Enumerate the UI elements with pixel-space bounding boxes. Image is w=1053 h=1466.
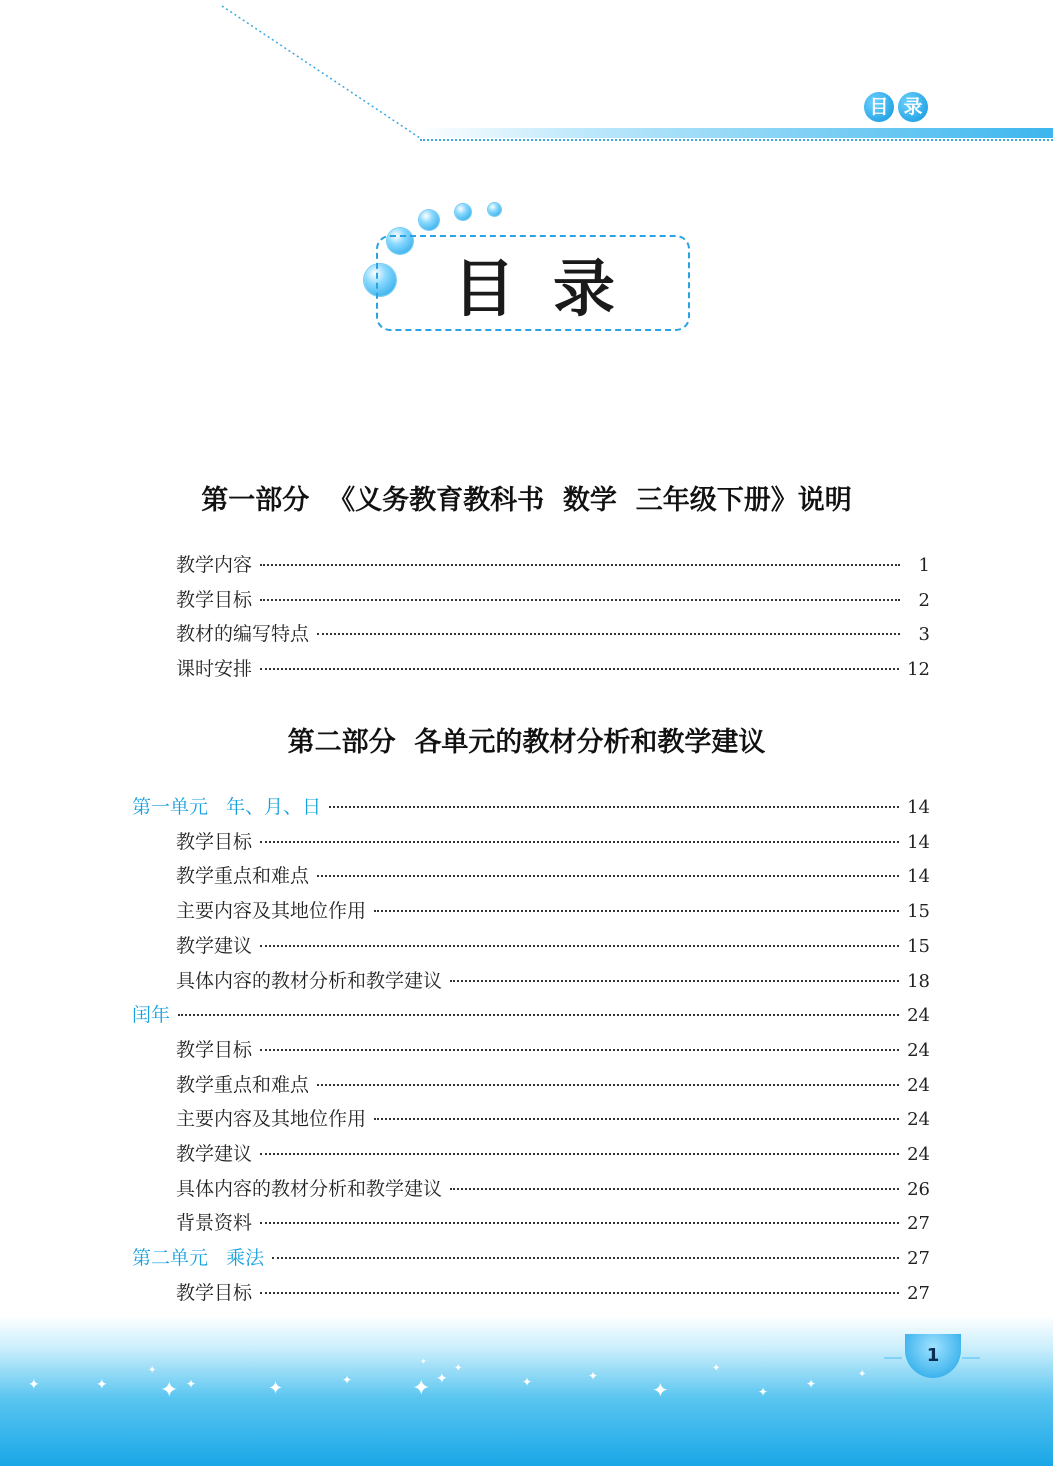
toc-entry-page: 24 <box>907 1074 930 1096</box>
header-gradient-bar <box>420 128 1053 138</box>
toc-entry[interactable] <box>176 1208 930 1238</box>
toc-entry-page: 12 <box>907 659 930 681</box>
toc-entry-label: 教学目标 <box>176 1038 253 1061</box>
page-title: 目录 <box>452 251 653 325</box>
star-icon: ✦ <box>858 1369 867 1380</box>
toc-entry[interactable] <box>176 1139 930 1169</box>
star-icon: ✦ <box>420 1357 427 1366</box>
star-icon: ✦ <box>522 1375 533 1389</box>
toc-entry-page: 14 <box>907 866 930 888</box>
bubble-decoration <box>419 210 439 230</box>
toc-leader-dots <box>374 1118 899 1120</box>
star-icon: ✦ <box>342 1373 353 1387</box>
toc-leader-dots <box>317 1084 899 1086</box>
bubble-decoration <box>488 203 501 216</box>
toc-unit-entry[interactable] <box>132 1000 930 1030</box>
toc-entry[interactable] <box>176 654 930 684</box>
toc-entry[interactable] <box>176 827 930 857</box>
toc-entry[interactable] <box>176 1070 930 1100</box>
toc-entry-label: 教学目标 <box>176 830 253 853</box>
toc-leader-dots <box>260 668 899 670</box>
toc-leader-dots <box>317 633 900 635</box>
toc-entry-page: 24 <box>907 1109 930 1131</box>
header-badge-char-2: 录 <box>898 92 928 122</box>
star-icon: ✦ <box>806 1377 817 1391</box>
star-icon: ✦ <box>28 1377 40 1393</box>
header-badge-char-1: 目 <box>864 92 894 122</box>
toc-entry[interactable] <box>176 861 930 891</box>
toc-entry-page: 24 <box>907 1039 930 1061</box>
toc-entry-page: 24 <box>907 1144 930 1165</box>
bubble-decoration <box>455 204 471 220</box>
toc-entry-label: 教学目标 <box>176 588 253 611</box>
star-icon: ✦ <box>268 1378 284 1399</box>
star-icon: ✦ <box>160 1378 179 1403</box>
header-dotted-line <box>420 139 1053 141</box>
toc-entry-label: 课时安排 <box>176 658 253 681</box>
toc-entry-label: 第二单元 乘法 <box>132 1247 265 1270</box>
toc-entry-label: 主要内容及其地位作用 <box>176 1108 367 1131</box>
title-box <box>376 235 690 331</box>
star-icon: ✦ <box>96 1377 108 1393</box>
toc-entry-page: 14 <box>907 797 930 818</box>
toc-entry-page: 18 <box>907 970 930 992</box>
toc-entry-label: 第一单元 年、月、日 <box>132 796 322 818</box>
toc-entry-page: 3 <box>918 624 930 646</box>
star-icon: ✦ <box>412 1376 431 1401</box>
star-icon: ✦ <box>652 1378 669 1402</box>
toc-entry-page: 15 <box>907 935 930 957</box>
toc-leader-dots <box>178 1014 899 1016</box>
toc-entry-page: 1 <box>918 555 930 576</box>
toc-leader-dots <box>317 875 899 877</box>
toc-entry-page: 24 <box>907 1005 930 1027</box>
toc-entry[interactable] <box>176 896 930 926</box>
footer-ray <box>884 1357 902 1359</box>
star-icon: ✦ <box>712 1363 721 1374</box>
toc-entry[interactable] <box>176 1104 930 1134</box>
part1-heading: 第一部分 《义务教育教科书 数学 三年级下册》说明 <box>201 485 852 516</box>
toc-entry[interactable] <box>176 1035 930 1065</box>
toc-entry-label: 教学建议 <box>176 1143 253 1165</box>
toc-entry-label: 背景资料 <box>176 1212 253 1235</box>
toc-entry[interactable] <box>176 931 930 961</box>
toc-entry-label: 主要内容及其地位作用 <box>176 900 367 923</box>
toc-entry-label: 教学重点和难点 <box>176 1073 310 1096</box>
toc-leader-dots <box>260 564 900 566</box>
toc-leader-dots <box>260 945 899 947</box>
star-icon: ✦ <box>588 1369 599 1383</box>
page-number: 1 <box>905 1334 961 1378</box>
toc-leader-dots <box>450 1188 899 1190</box>
toc-entry[interactable] <box>176 1278 930 1308</box>
star-icon: ✦ <box>436 1371 448 1387</box>
toc-leader-dots <box>260 1222 899 1224</box>
footer-ray <box>962 1357 980 1359</box>
footer-band <box>0 1316 1053 1466</box>
toc-entry-page: 15 <box>907 901 930 923</box>
toc-entry[interactable] <box>176 619 930 649</box>
toc-entry-label: 闰年 <box>132 1004 171 1027</box>
toc-entry-page: 27 <box>907 1282 930 1304</box>
toc-entry-page: 27 <box>907 1248 930 1270</box>
toc-entry[interactable] <box>176 585 930 615</box>
toc-entry-page: 26 <box>907 1178 930 1200</box>
toc-leader-dots <box>272 1257 899 1259</box>
toc-entry[interactable] <box>176 550 930 580</box>
toc-entry[interactable] <box>176 966 930 996</box>
toc-unit-entry[interactable] <box>132 792 930 822</box>
toc-leader-dots <box>260 1049 899 1051</box>
part2-heading: 第二部分 各单元的教材分析和教学建议 <box>287 727 766 758</box>
toc-leader-dots <box>374 910 899 912</box>
toc-entry-label: 教学建议 <box>176 934 253 957</box>
toc-entry[interactable] <box>176 1174 930 1204</box>
toc-unit-entry[interactable] <box>132 1243 930 1273</box>
toc-entry-label: 教学内容 <box>176 554 253 576</box>
star-icon: ✦ <box>454 1363 463 1374</box>
star-icon: ✦ <box>186 1377 197 1391</box>
star-icon: ✦ <box>758 1385 769 1399</box>
toc-leader-dots <box>260 1153 899 1155</box>
toc-entry-label: 具体内容的教材分析和教学建议 <box>176 969 443 992</box>
toc-entry-label: 教学目标 <box>176 1281 253 1304</box>
toc-entry-page: 2 <box>918 589 930 611</box>
header-section-badge <box>864 92 928 122</box>
toc-leader-dots <box>260 1292 899 1294</box>
toc-entry-label: 具体内容的教材分析和教学建议 <box>176 1177 443 1200</box>
toc-leader-dots <box>450 980 899 982</box>
star-icon: ✦ <box>148 1365 157 1376</box>
toc-entry-page: 27 <box>907 1213 930 1235</box>
toc-leader-dots <box>329 806 899 808</box>
toc-leader-dots <box>260 599 900 601</box>
toc-entry-label: 教材的编写特点 <box>176 623 310 646</box>
toc-entry-label: 教学重点和难点 <box>176 865 310 888</box>
toc-leader-dots <box>260 841 899 843</box>
toc-entry-page: 14 <box>907 831 930 853</box>
